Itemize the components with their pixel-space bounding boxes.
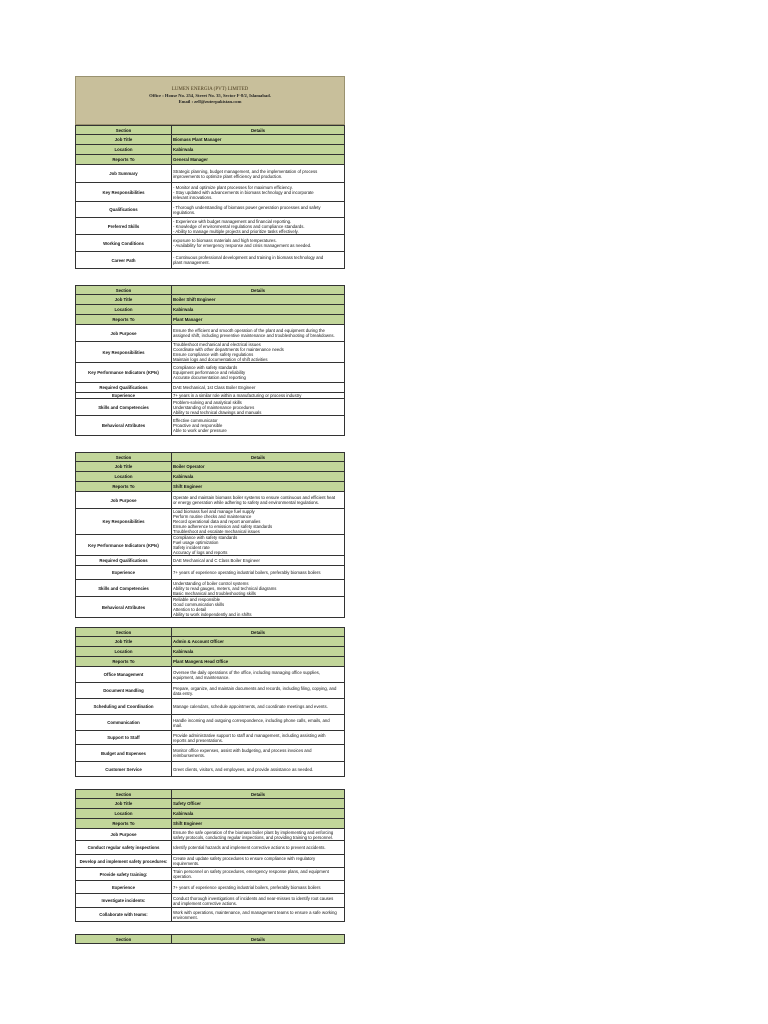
row-section-label: Reports To — [76, 482, 172, 492]
row-details-value: Shift Engineer — [172, 819, 345, 829]
table-row — [76, 416, 345, 436]
table-row — [76, 731, 345, 745]
row-details-value: Manage calendars, schedule appointments, and coordinate meetings and events. — [172, 699, 345, 715]
row-section-label: Job Purpose — [76, 325, 172, 342]
job-table — [75, 452, 345, 618]
details-header: Details — [172, 453, 345, 462]
details-header: Details — [172, 628, 345, 637]
row-details-value: Boiler Operator — [172, 462, 345, 472]
row-details-value: Ensure the safe operation of the biomass boiler plant by implementing and enforcing safety protocols, conducting regular inspections, and providing training to personnel. — [172, 829, 345, 841]
section-header: Section — [76, 286, 172, 295]
job-table — [75, 285, 345, 436]
row-section-label: Job Title — [76, 295, 172, 305]
row-details-value: Oversee the daily operations of the office, including managing office supplies, equipment, and maintenance. — [172, 667, 345, 683]
row-section-label: Develop and implement safety procedures: — [76, 855, 172, 868]
table-header-row — [76, 126, 345, 135]
table-row — [76, 165, 345, 183]
row-section-label: Skills and Competencies — [76, 399, 172, 416]
table-row — [76, 363, 345, 383]
row-details-value: Understanding of boiler control systems Ability to read gauges, meters, and technical diagrams Basic mechanical and troubleshooting skills — [172, 580, 345, 597]
row-details-value: Prepare, organize, and maintain documents and records, including filing, copying, and data entry. — [172, 683, 345, 699]
table-row — [76, 657, 345, 667]
table-row — [76, 683, 345, 699]
section-header: Section — [76, 453, 172, 462]
table-row — [76, 305, 345, 315]
table-row — [76, 881, 345, 894]
table-row — [76, 829, 345, 841]
details-header: Details — [172, 286, 345, 295]
row-section-label: Preferred Skills — [76, 218, 172, 235]
row-section-label: Document Handling — [76, 683, 172, 699]
row-details-value: Boiler Shift Engineer — [172, 295, 345, 305]
row-section-label: Provide safety training: — [76, 868, 172, 881]
row-details-value: General Manager — [172, 155, 345, 165]
row-section-label: Qualifications — [76, 202, 172, 218]
row-details-value: Train personnel on safety procedures, emergency response plans, and equipment operation. — [172, 868, 345, 881]
table-row — [76, 252, 345, 269]
table-row — [76, 809, 345, 819]
table-row — [76, 667, 345, 683]
table-row — [76, 155, 345, 165]
row-details-value: Ensure the efficient and smooth operation of the plant and equipment during the assigned shift, including preventive maintenance and troubleshooting of breakdowns. — [172, 325, 345, 342]
row-section-label: Working Conditions — [76, 235, 172, 252]
row-section-label: Communication — [76, 715, 172, 731]
row-details-value: - Monitor and optimize plant processes for maximum efficiency. - Stay updated with advancements in biomass technology and incorporate relevant innovations. — [172, 183, 345, 202]
row-details-value: Safety Officer — [172, 799, 345, 809]
table-row — [76, 135, 345, 145]
row-details-value: - Experience with budget management and financial reporting. - Knowledge of environmental regulations and compliance standards. - Ability to manage multiple projects and prioritize tasks effectively. — [172, 218, 345, 235]
row-details-value: Provide administrative support to staff and management, including assisting with reports and presentations. — [172, 731, 345, 745]
row-section-label: Skills and Competencies — [76, 580, 172, 597]
section-header: Section — [76, 126, 172, 135]
row-section-label: Key Performance Indicators (KPIs) — [76, 363, 172, 383]
table-row — [76, 145, 345, 155]
row-details-value: 7+ years of experience operating industrial boilers, preferably biomass boilers — [172, 566, 345, 580]
row-section-label: Experience — [76, 393, 172, 399]
table-header-row — [76, 790, 345, 799]
row-section-label: Experience — [76, 566, 172, 580]
row-section-label: Reports To — [76, 155, 172, 165]
row-section-label: Location — [76, 305, 172, 315]
row-section-label: Behavioral Attributes — [76, 597, 172, 618]
table-row — [76, 183, 345, 202]
table-row — [76, 699, 345, 715]
job-table — [75, 627, 345, 777]
row-details-value: Identify potential hazards and implement corrective actions to prevent accidents. — [172, 841, 345, 855]
table-row — [76, 399, 345, 416]
job-table — [75, 789, 345, 922]
table-row — [76, 745, 345, 762]
row-section-label: Location — [76, 472, 172, 482]
table-row — [76, 482, 345, 492]
section-header: Section — [76, 935, 172, 944]
table-row — [76, 841, 345, 855]
table-row — [76, 325, 345, 342]
table-row — [76, 235, 345, 252]
row-details-value: Operate and maintain biomass boiler systems to ensure continuous and efficient heat or energy generation while adhering to safety and environmental regulations. — [172, 492, 345, 509]
details-header: Details — [172, 935, 345, 944]
row-section-label: Key Performance Indicators (KPIs) — [76, 535, 172, 556]
table-row — [76, 715, 345, 731]
details-header: Details — [172, 790, 345, 799]
row-section-label: Experience — [76, 881, 172, 894]
row-section-label: Job Title — [76, 799, 172, 809]
section-header: Section — [76, 790, 172, 799]
table-row — [76, 762, 345, 777]
row-section-label: Job Title — [76, 637, 172, 647]
table-row — [76, 908, 345, 922]
row-details-value: 7+ years of experience operating industrial boilers, preferably biomass boilers — [172, 881, 345, 894]
table-row — [76, 472, 345, 482]
row-section-label: Scheduling and Coordination — [76, 699, 172, 715]
table-row — [76, 637, 345, 647]
company-email: Email : zell@zuterpakistan.com — [178, 99, 242, 104]
row-details-value: exposure to biomass materials and high temperatures. - Availability for emergency response and crisis management as needed. — [172, 235, 345, 252]
row-section-label: Location — [76, 809, 172, 819]
table-row — [76, 462, 345, 472]
row-section-label: Conduct regular safety inspections — [76, 841, 172, 855]
job-table — [75, 125, 345, 269]
row-details-value: Biomass Plant Manager — [172, 135, 345, 145]
row-details-value: Load biomass fuel and manage fuel supply Perform routine checks and maintenance Record operational data and report anomalies Ensure adherence to emission and safety standards Troubleshoot and escalate mechanical issues — [172, 509, 345, 535]
row-section-label: Location — [76, 145, 172, 155]
table-header-row — [76, 286, 345, 295]
details-header: Details — [172, 126, 345, 135]
table-header-row — [76, 453, 345, 462]
row-details-value: - Thorough understanding of biomass power generation processes and safety regulations. — [172, 202, 345, 218]
company-office-address: Office : House No. 254, Street No. 35, Sector F-8/2, Islamabad. — [149, 93, 271, 98]
row-details-value: Strategic planning, budget management, and the implementation of process improvements to optimize plant efficiency and production. — [172, 165, 345, 183]
table-row — [76, 597, 345, 618]
row-details-value: Kabirwala — [172, 472, 345, 482]
row-details-value: Work with operations, maintenance, and management teams to ensure a safe working environment. — [172, 908, 345, 922]
section-header: Section — [76, 628, 172, 637]
row-details-value: Troubleshoot mechanical and electrical issues Coordinate with other departments for maintenance needs Ensure compliance with safety regulations Maintain logs and documentation of shift activities — [172, 342, 345, 363]
table-row — [76, 566, 345, 580]
table-row — [76, 202, 345, 218]
row-section-label: Support to Staff — [76, 731, 172, 745]
table-row — [76, 556, 345, 566]
row-details-value: Reliable and responsible Good communication skills Attention to detail Ability to work independently and in shifts — [172, 597, 345, 618]
table-header-row — [76, 935, 345, 944]
company-header — [75, 76, 345, 125]
row-section-label: Reports To — [76, 657, 172, 667]
row-section-label: Job Title — [76, 135, 172, 145]
table-row — [76, 492, 345, 509]
row-details-value: Kabirwala — [172, 305, 345, 315]
row-section-label: Career Path — [76, 252, 172, 269]
table-row — [76, 647, 345, 657]
row-details-value: DAE Mechanical, 1st Class Boiler Engineer — [172, 383, 345, 393]
row-section-label: Customer Service — [76, 762, 172, 777]
row-details-value: - Continuous professional development and training in biomass technology and plant management. — [172, 252, 345, 269]
row-section-label: Reports To — [76, 315, 172, 325]
row-details-value: Create and update safety procedures to ensure compliance with regulatory requirements. — [172, 855, 345, 868]
row-section-label: Collaborate with teams: — [76, 908, 172, 922]
row-section-label: Office Management — [76, 667, 172, 683]
row-section-label: Required Qualifications — [76, 556, 172, 566]
table-row — [76, 868, 345, 881]
row-section-label: Job Purpose — [76, 829, 172, 841]
row-details-value: Kabirwala — [172, 647, 345, 657]
row-section-label: Job Summary — [76, 165, 172, 183]
row-section-label: Job Purpose — [76, 492, 172, 509]
table-row — [76, 509, 345, 535]
row-section-label: Behavioral Attributes — [76, 416, 172, 436]
row-details-value: 7+ years in a similar role within a manufacturing or process industry — [172, 393, 345, 399]
row-section-label: Reports To — [76, 819, 172, 829]
row-section-label: Job Title — [76, 462, 172, 472]
row-details-value: Compliance with safety standards Equipment performance and reliability Accurate documentation and reporting — [172, 363, 345, 383]
row-details-value: Compliance with safety standards Fuel usage optimization Safety incident rate Accuracy of logs and reports — [172, 535, 345, 556]
table-row — [76, 315, 345, 325]
table-row — [76, 535, 345, 556]
row-details-value: Shift Engineer — [172, 482, 345, 492]
row-details-value: Admin & Account Officer — [172, 637, 345, 647]
row-details-value: Kabirwala — [172, 145, 345, 155]
row-section-label: Required Qualifications — [76, 383, 172, 393]
row-details-value: DAE Mechanical and C Class Boiler Engineer — [172, 556, 345, 566]
row-details-value: Conduct thorough investigations of incidents and near-misses to identify root causes and implement corrective actions. — [172, 894, 345, 908]
row-section-label: Key Responsibilities — [76, 342, 172, 363]
row-details-value: Effective communicator Proactive and responsible Able to work under pressure — [172, 416, 345, 436]
row-section-label: Key Responsibilities — [76, 509, 172, 535]
row-details-value: Plant Manager — [172, 315, 345, 325]
table-row — [76, 799, 345, 809]
row-details-value: Greet clients, visitors, and employees, and provide assistance as needed. — [172, 762, 345, 777]
table-row — [76, 855, 345, 868]
table-row — [76, 218, 345, 235]
row-section-label: Location — [76, 647, 172, 657]
row-details-value: Problem-solving and analytical skills Understanding of maintenance procedures Ability to read technical drawings and manuals — [172, 399, 345, 416]
table-header-row — [76, 628, 345, 637]
job-table — [75, 934, 345, 944]
row-section-label: Investigate incidents: — [76, 894, 172, 908]
table-row — [76, 295, 345, 305]
table-row — [76, 383, 345, 393]
table-row — [76, 894, 345, 908]
table-row — [76, 819, 345, 829]
row-details-value: Monitor office expenses, assist with budgeting, and process invoices and reimbursements. — [172, 745, 345, 762]
row-details-value: Kabirwala — [172, 809, 345, 819]
row-section-label: Budget and Expenses — [76, 745, 172, 762]
row-section-label: Key Responsibilities — [76, 183, 172, 202]
row-details-value: Plant Manger& Head Office — [172, 657, 345, 667]
table-row — [76, 580, 345, 597]
row-details-value: Handle incoming and outgoing correspondence, including phone calls, emails, and mail. — [172, 715, 345, 731]
table-row — [76, 342, 345, 363]
company-name: LUMEN ENERGIA (PVT) LIMITED — [171, 87, 249, 92]
